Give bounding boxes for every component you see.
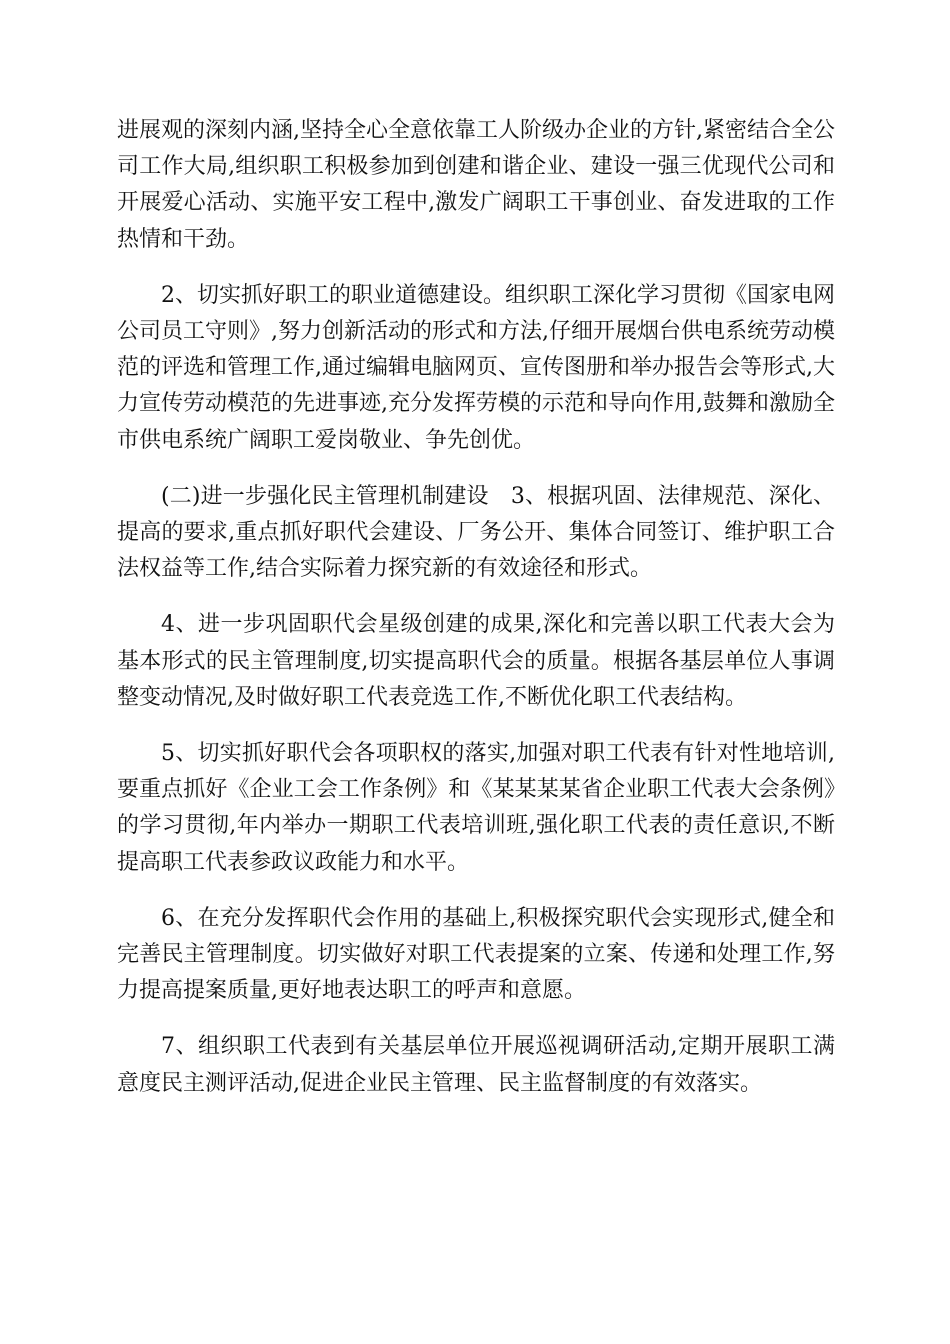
paragraph-continuation: 进展观的深刻内涵,坚持全心全意依靠工人阶级办企业的方针,紧密结合全公司工作大局,组织职工积极参加到创建和谐企业、建设一强三优现代公司和开展爱心活动、实施平安工程中,激发广阔职工干事创业、奋发进取的工作热情和干劲。 <box>117 118 835 252</box>
document-body <box>117 113 835 1122</box>
paragraph-item-6: 6、在充分发挥职代会作用的基础上,积极探究职代会实现形式,健全和完善民主管理制度。切实做好对职工代表提案的立案、传递和处理工作,努力提高提案质量,更好地表达职工的呼声和意愿。 <box>117 905 835 1004</box>
paragraph-item-4: 4、进一步巩固职代会星级创建的成果,深化和完善以职工代表大会为基本形式的民主管理制度,切实提高职代会的质量。根据各基层单位人事调整变动情况,及时做好职工代表竞选工作,不断优化职工代表结构。 <box>117 612 835 710</box>
paragraph-item-2: 2、切实抓好职工的职业道德建设。组织职工深化学习贯彻《国家电网公司员工守则》,努力创新活动的形式和方法,仔细开展烟台供电系统劳动模范的评选和管理工作,通过编辑电脑网页、宣传图册和举办报告会等形式,大力宣传劳动模范的先进事迹,充分发挥劳模的示范和导向作用,鼓舞和激励全市供电系统广阔职工爱岗敬业、争先创优。 <box>117 282 835 453</box>
paragraph-item-5: 5、切实抓好职代会各项职权的落实,加强对职工代表有针对性地培训,要重点抓好《企业工会工作条例》和《某某某某省企业职工代表大会条例》的学习贯彻,年内举办一期职工代表培训班,强化职工代表的责任意识,不断提高职工代表参政议政能力和水平。 <box>117 741 835 875</box>
paragraph-item-7: 7、组织职工代表到有关基层单位开展巡视调研活动,定期开展职工满意度民主测评活动,促进企业民主管理、民主监督制度的有效落实。 <box>117 1034 835 1096</box>
paragraph-section-2-item-3: (二)进一步强化民主管理机制建设 3、根据巩固、法律规范、深化、提高的要求,重点抓好职代会建设、厂务公开、集体合同签订、维护职工合法权益等工作,结合实际着力探究新的有效途径和形式。 <box>117 483 835 582</box>
